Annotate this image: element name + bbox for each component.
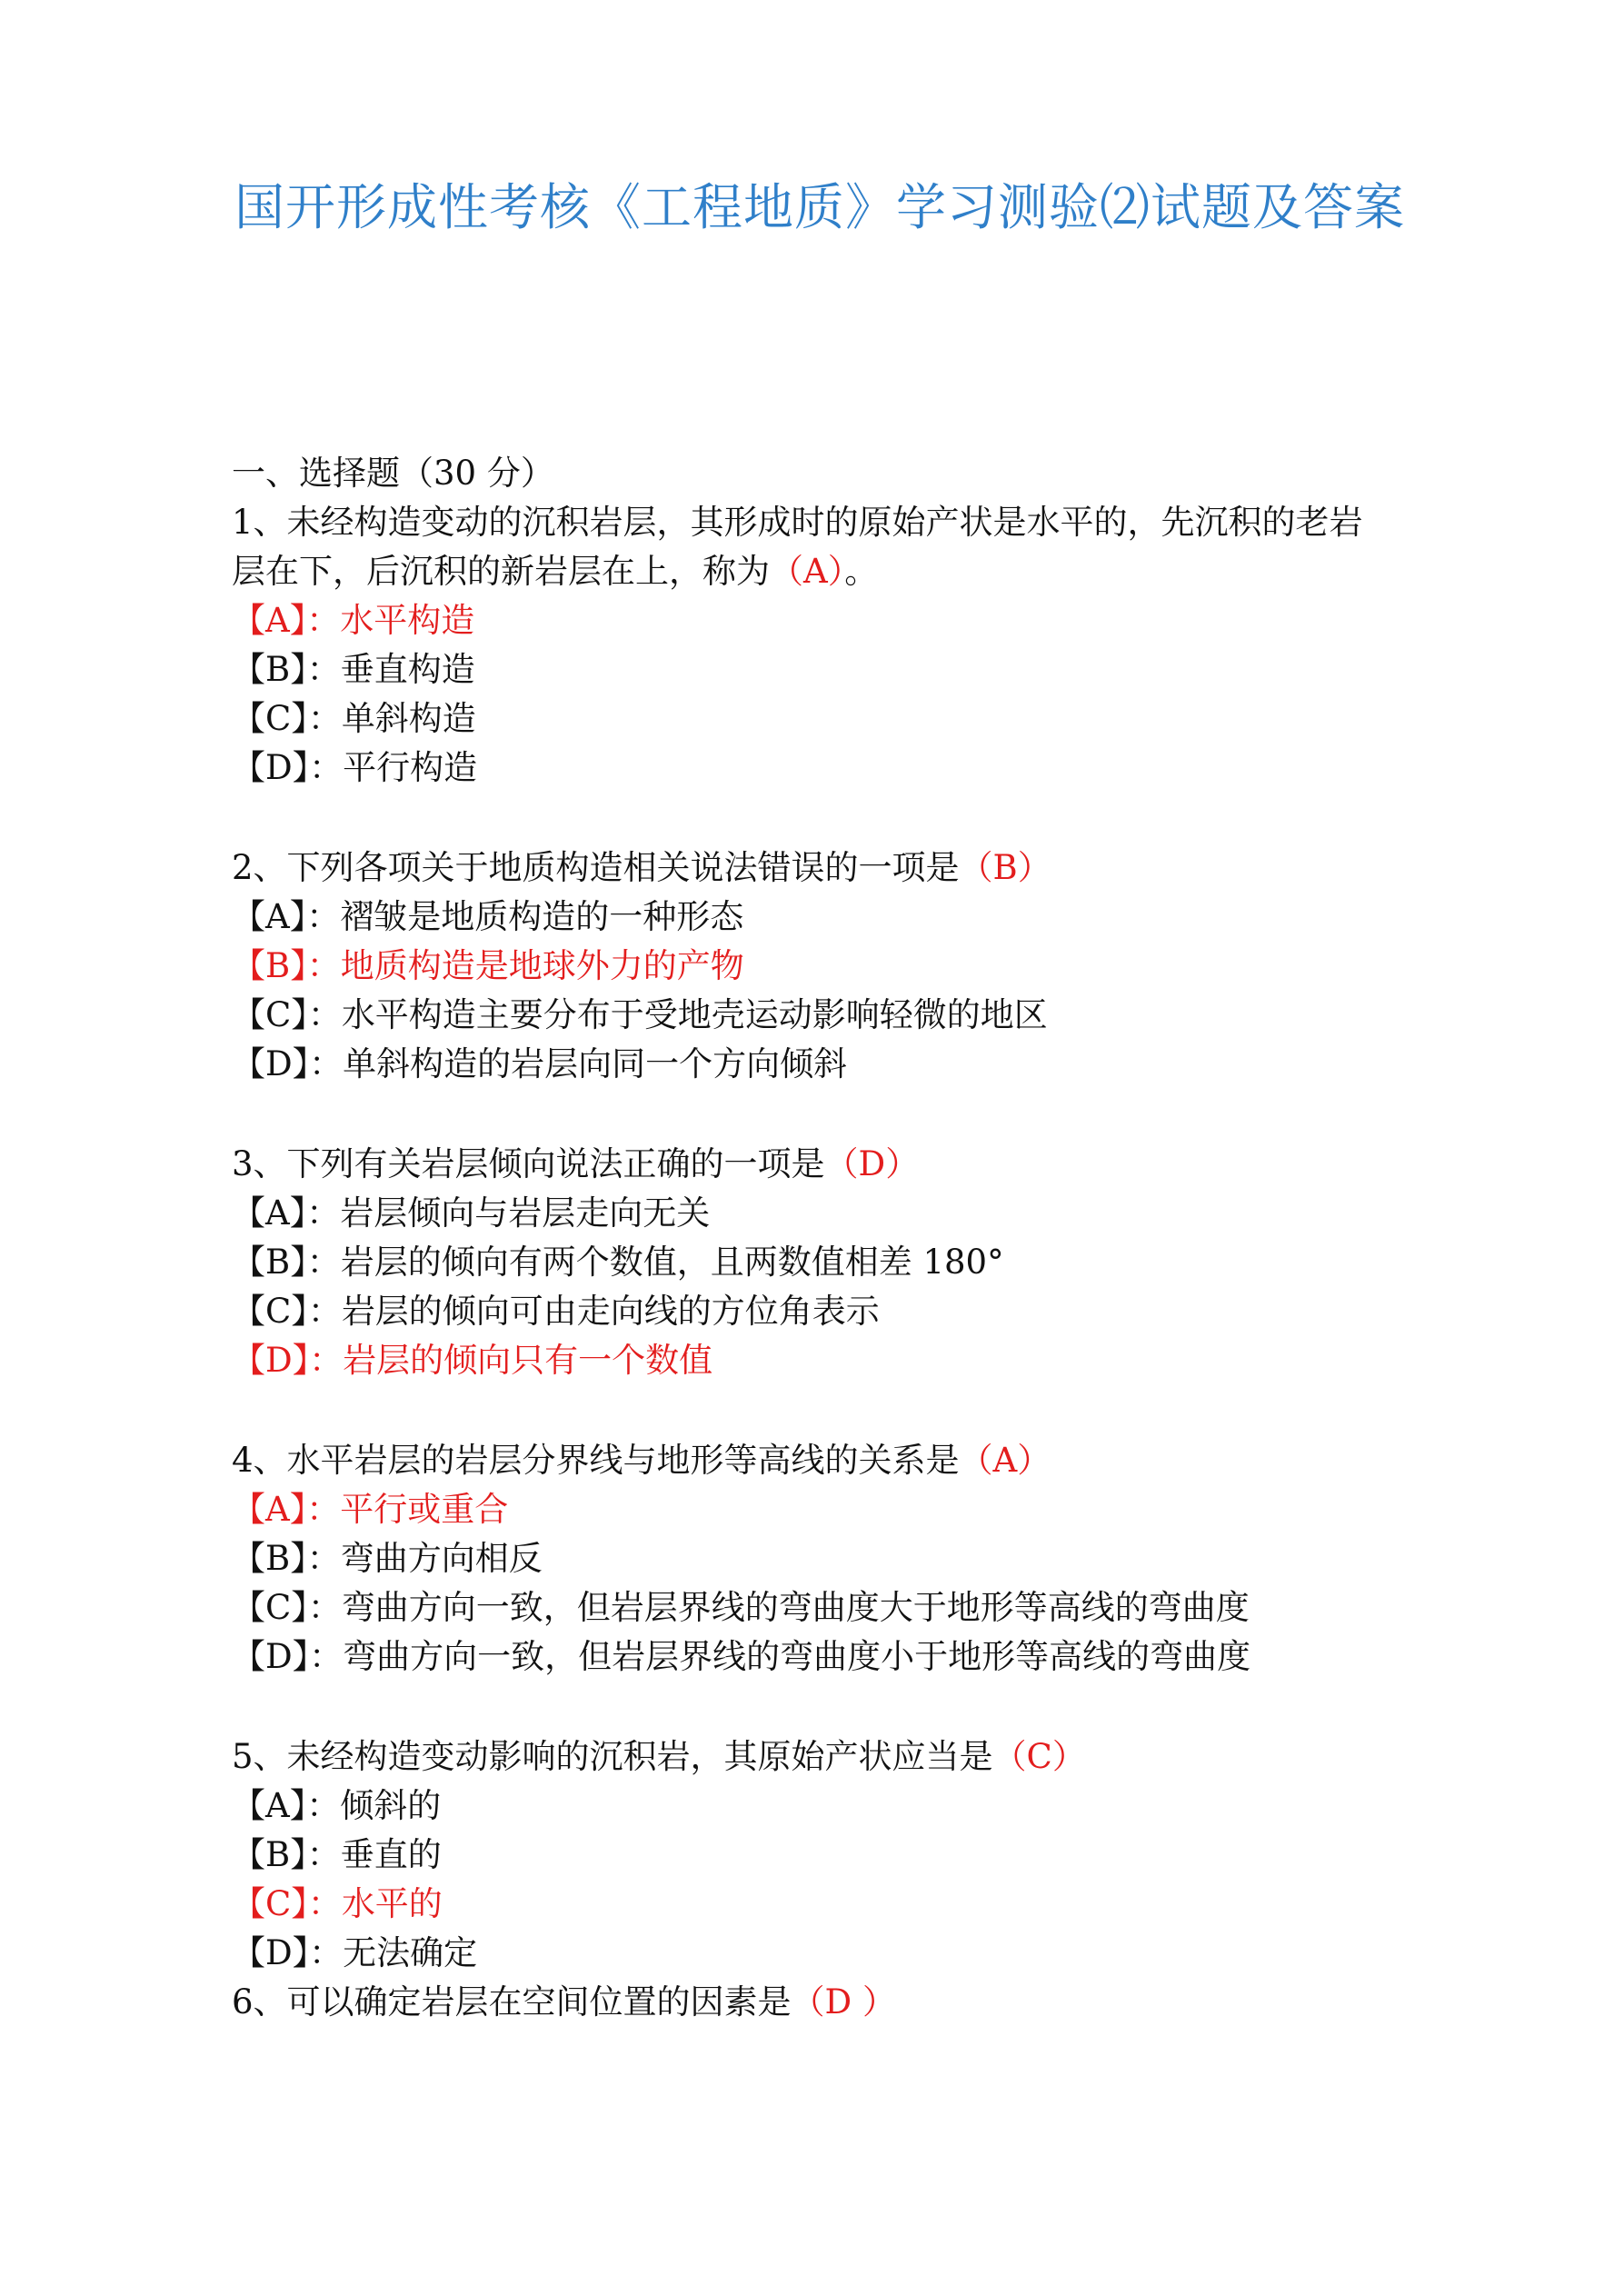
question-2 <box>232 844 1468 1089</box>
question-4-stem-text: 4、水平岩层的岩层分界线与地形等高线的关系是 <box>232 1441 960 1480</box>
option-c <box>232 1583 1468 1632</box>
option-sep: ： <box>307 699 342 738</box>
option-b <box>232 1534 1468 1583</box>
option-key: 【B】 <box>232 1243 307 1282</box>
section-heading: 一、选择题（30 分） <box>232 454 554 493</box>
option-text: 水平构造主要分布于受地壳运动影响轻微的地区 <box>341 995 1048 1034</box>
option-sep: ： <box>306 1835 341 1874</box>
option-text: 平行或重合 <box>340 1490 509 1529</box>
question-2-answer: （B） <box>959 848 1051 887</box>
question-6-answer: （D ） <box>791 1982 896 2021</box>
option-sep: ： <box>309 748 344 787</box>
option-a <box>232 1782 1468 1831</box>
option-text: 单斜构造的岩层向同一个方向倾斜 <box>343 1044 848 1083</box>
option-sep: ： <box>306 1490 341 1529</box>
question-6-stem-text: 6、可以确定岩层在空间位置的因素是 <box>232 1982 792 2021</box>
option-d <box>232 1336 1468 1385</box>
spacer <box>232 1089 1468 1140</box>
option-text: 平行构造 <box>343 748 478 787</box>
option-text: 岩层倾向与岩层走向无关 <box>340 1193 711 1233</box>
option-sep: ： <box>307 1292 342 1331</box>
option-sep: ： <box>306 1786 341 1825</box>
question-4-answer: （A） <box>959 1441 1051 1480</box>
option-a <box>232 596 1468 645</box>
option-c <box>232 694 1468 744</box>
option-sep: ： <box>309 1933 344 1972</box>
question-3-stem-text: 3、下列有关岩层倾向说法正确的一项是 <box>232 1144 825 1183</box>
option-a <box>232 1485 1468 1534</box>
option-text: 岩层的倾向只有一个数值 <box>343 1341 713 1380</box>
question-3 <box>232 1140 1468 1385</box>
question-1-stem-text: 层在下，后沉积的新岩层在上，称为 <box>232 552 770 591</box>
option-text: 地质构造是地球外力的产物 <box>340 946 744 985</box>
option-text: 弯曲方向相反 <box>340 1539 543 1578</box>
option-sep: ： <box>307 995 342 1034</box>
option-sep: ： <box>306 601 341 640</box>
question-2-stem-text: 2、下列各项关于地质构造相关说法错误的一项是 <box>232 848 960 887</box>
spacer <box>232 793 1468 844</box>
option-d <box>232 1632 1468 1682</box>
option-b <box>232 942 1468 991</box>
option-key: 【D】 <box>232 748 310 787</box>
option-key: 【A】 <box>232 897 307 936</box>
option-sep: ： <box>309 1044 344 1083</box>
option-key: 【D】 <box>232 1933 310 1972</box>
question-3-stem <box>232 1140 1468 1189</box>
option-text: 垂直构造 <box>340 650 475 689</box>
option-sep: ： <box>306 650 341 689</box>
option-key: 【D】 <box>232 1637 310 1676</box>
option-key: 【C】 <box>232 995 308 1034</box>
question-1 <box>232 498 1468 793</box>
option-c <box>232 1880 1468 1929</box>
option-d <box>232 1929 1468 1978</box>
option-key: 【B】 <box>232 946 307 985</box>
option-text: 岩层的倾向可由走向线的方位角表示 <box>341 1292 880 1331</box>
question-5-stem-text: 5、未经构造变动影响的沉积岩，其原始产状应当是 <box>232 1737 993 1776</box>
option-sep: ： <box>306 1539 341 1578</box>
option-text: 单斜构造 <box>341 699 476 738</box>
option-text: 垂直的 <box>340 1835 442 1874</box>
question-1-stem-tail: 。 <box>844 552 879 591</box>
option-c <box>232 991 1468 1040</box>
question-2-stem <box>232 844 1468 893</box>
option-sep: ： <box>306 946 341 985</box>
question-5-stem <box>232 1732 1468 1782</box>
option-key: 【A】 <box>232 1490 307 1529</box>
option-b <box>232 1238 1468 1287</box>
option-b <box>232 645 1468 694</box>
option-key: 【C】 <box>232 1588 308 1627</box>
option-b <box>232 1831 1468 1880</box>
option-sep: ： <box>306 897 341 936</box>
option-key: 【C】 <box>232 1292 308 1331</box>
question-1-stem-line1: 1、未经构造变动的沉积岩层，其形成时的原始产状是水平的，先沉积的老岩 <box>232 503 1363 542</box>
option-key: 【C】 <box>232 699 308 738</box>
option-text: 倾斜的 <box>340 1786 442 1825</box>
question-4-stem <box>232 1436 1468 1485</box>
option-key: 【A】 <box>232 1193 307 1233</box>
option-text: 岩层的倾向有两个数值，且两数值相差 180° <box>340 1243 1004 1282</box>
option-sep: ： <box>309 1637 344 1676</box>
option-key: 【B】 <box>232 1835 307 1874</box>
question-6-stem <box>232 1978 1468 2027</box>
option-key: 【A】 <box>232 1786 307 1825</box>
option-sep: ： <box>307 1884 342 1923</box>
quiz-content <box>232 449 1468 2027</box>
option-key: 【B】 <box>232 650 307 689</box>
page-title: 国开形成性考核《工程地质》学习测验⑵试题及答案 <box>234 178 1406 236</box>
spacer <box>232 1385 1468 1436</box>
option-text: 褶皱是地质构造的一种形态 <box>340 897 744 936</box>
question-5-answer: （C） <box>992 1737 1086 1776</box>
option-text: 水平的 <box>341 1884 443 1923</box>
question-4 <box>232 1436 1468 1682</box>
option-text: 弯曲方向一致，但岩层界线的弯曲度大于地形等高线的弯曲度 <box>341 1588 1250 1627</box>
option-a <box>232 1189 1468 1238</box>
question-3-answer: （D） <box>824 1144 920 1183</box>
option-c <box>232 1287 1468 1336</box>
option-d <box>232 744 1468 793</box>
option-key: 【B】 <box>232 1539 307 1578</box>
option-sep: ： <box>306 1193 341 1233</box>
option-sep: ： <box>307 1588 342 1627</box>
option-text: 水平构造 <box>340 601 475 640</box>
option-text: 无法确定 <box>343 1933 478 1972</box>
option-sep: ： <box>309 1341 344 1380</box>
option-d <box>232 1040 1468 1089</box>
option-key: 【D】 <box>232 1044 310 1083</box>
option-text: 弯曲方向一致，但岩层界线的弯曲度小于地形等高线的弯曲度 <box>343 1637 1251 1676</box>
question-1-answer: （A） <box>770 552 845 591</box>
question-1-stem-line2 <box>232 547 1468 596</box>
option-key: 【C】 <box>232 1884 308 1923</box>
question-5 <box>232 1732 1468 1978</box>
option-a <box>232 893 1468 942</box>
option-sep: ： <box>306 1243 341 1282</box>
option-key: 【A】 <box>232 601 307 640</box>
option-key: 【D】 <box>232 1341 310 1380</box>
question-6 <box>232 1978 1468 2027</box>
spacer <box>232 1682 1468 1732</box>
